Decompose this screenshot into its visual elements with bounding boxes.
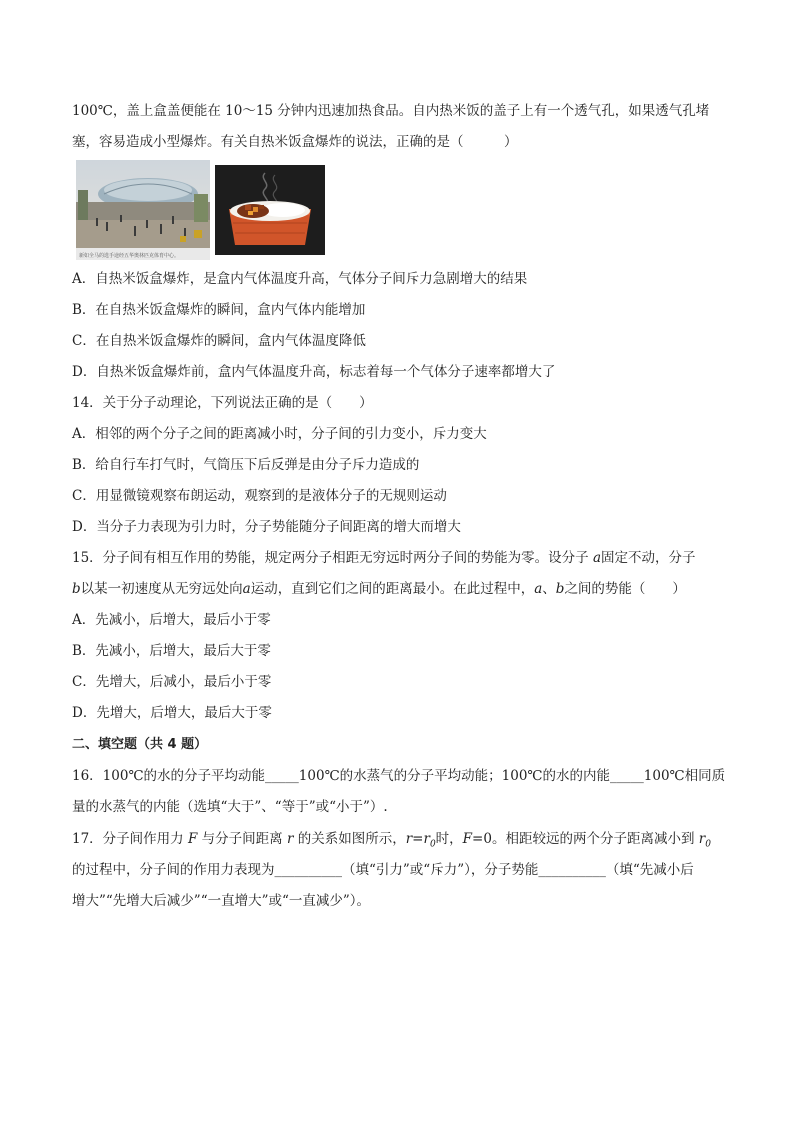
q17-line-3: 增大”“先增大后减少”“一直增大”或“一直减少”）。: [72, 893, 371, 909]
q15-line-2: b以某一初速度从无穷远处向a运动，直到它们之间的距离最小。在此过程中，a、b之间的势能（ ）: [72, 581, 686, 597]
q13-option-d: D．自热米饭盒爆炸前，盒内气体温度升高，标志着每一个气体分子速率都增大了: [72, 364, 556, 380]
q17-line-1: 17．分子间作用力 F 与分子间距离 r 的关系如图所示，$r=r_0$时，F=0。相距较远的两个分子距离减小到 $r_0$: [72, 831, 711, 850]
q13-option-a: A．自热米饭盒爆炸，是盒内气体温度升高，气体分子间斥力急剧增大的结果: [72, 271, 528, 287]
q15-option-c: C．先增大，后减小，最后小于零: [72, 674, 272, 690]
q15-option-b: B．先减小，后增大，最后大于零: [72, 643, 271, 659]
q14-option-b: B．给自行车打气时，气筒压下后反弹是由分子斥力造成的: [72, 457, 420, 473]
stadium-photo: [76, 160, 210, 260]
q13-line-2: 塞，容易造成小型爆炸。有关自热米饭盒爆炸的说法，正确的是（ ）: [72, 134, 518, 150]
q15-option-d: D．先增大，后增大，最后大于零: [72, 705, 272, 721]
section-title-fill-in: 二、填空题（共 4 题）: [72, 737, 208, 752]
q14-option-a: A．相邻的两个分子之间的距离减小时，分子间的引力变小，斥力变大: [72, 426, 487, 442]
self-heating-rice-photo: [215, 165, 325, 255]
q14-option-c: C．用显微镜观察布朗运动，观察到的是液体分子的无规则运动: [72, 488, 447, 504]
q15-option-a: A．先减小，后增大，最后小于零: [72, 612, 271, 628]
q15-line-1: 15．分子间有相互作用的势能，规定两分子相距无穷远时两分子间的势能为零。设分子 a固定不动，分子: [72, 550, 696, 566]
q13-line-1: 100℃，盖上盒盖便能在 10～15 分钟内迅速加热食品。自内热米饭的盖子上有一个透气孔，如果透气孔堵: [72, 103, 710, 119]
stadium-photo-caption: 新如全马的选手途经五华奥林匹克体育中心。: [79, 253, 180, 259]
q17-line-2: 的过程中，分子间的作用力表现为__________（填“引力”或“斥力”），分子势能__________（填“先减小后: [72, 862, 694, 878]
q14-stem: 14．关于分子动理论，下列说法正确的是（ ）: [72, 395, 373, 411]
q13-option-c: C．在自热米饭盒爆炸的瞬间，盒内气体温度降低: [72, 333, 366, 349]
q14-option-d: D．当分子力表现为引力时，分子势能随分子间距离的增大而增大: [72, 519, 461, 535]
q16-line-1: 16．100℃的水的分子平均动能_____100℃的水蒸气的分子平均动能；100℃的水的内能_____100℃相同质: [72, 768, 726, 784]
q13-option-b: B．在自热米饭盒爆炸的瞬间，盒内气体内能增加: [72, 302, 366, 318]
q16-line-2: 量的水蒸气的内能（选填“大于”、“等于”或“小于”）.: [72, 799, 388, 815]
